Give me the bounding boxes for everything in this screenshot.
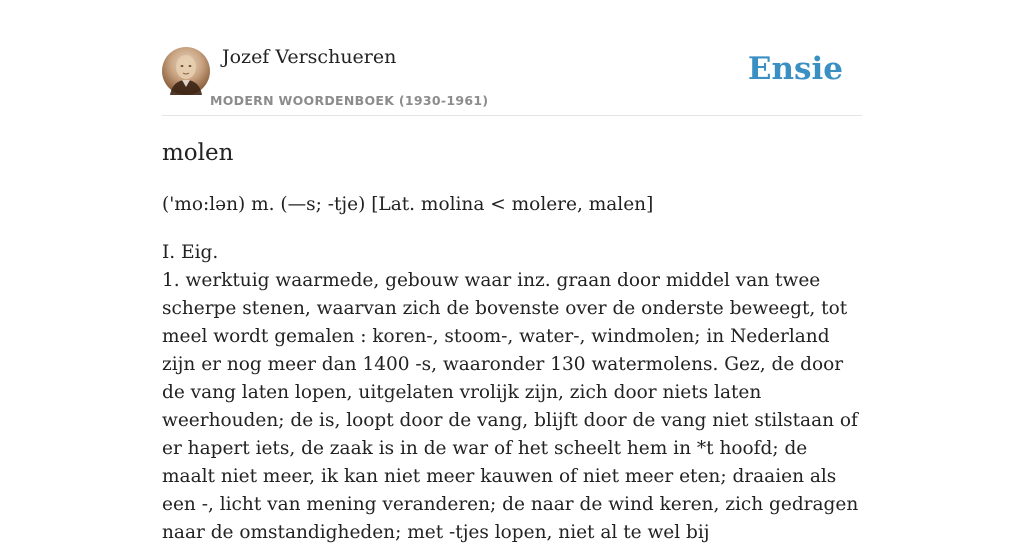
- author-avatar[interactable]: [162, 47, 210, 95]
- work-title[interactable]: MODERN WOORDENBOEK (1930-1961): [210, 93, 489, 108]
- entry-pronunciation: ('mo:lən) m. (—s; -tje) [Lat. molina < molere, malen]: [162, 194, 654, 215]
- entry-word: molen: [162, 140, 234, 166]
- author-name[interactable]: Jozef Verschueren: [222, 46, 397, 68]
- ensie-logo[interactable]: Ensie: [747, 51, 843, 87]
- portrait-icon: [162, 47, 210, 95]
- page: [162, 0, 862, 543]
- definition-text: 1. werktuig waarmede, gebouw waar inz. graan door middel van twee scherpe stenen, waarvan zich de bovenste over de onderste beweegt, tot meel wordt gemalen : koren-, stoom-, water-, windmolen; in Nederland zijn er nog meer dan 1400 -s, waaronder 130 watermolens. Gez, de door de vang laten lopen, uitgelaten vrolijk zijn, zich door niets laten weerhouden; de is, loopt door de vang, blijft door de vang niet stilstaan of er hapert iets, de zaak is in de war of het scheelt hem in *t hoofd; de maalt niet meer, ik kan niet meer kauwen of niet meer eten; draaien als een -, licht van mening veranderen; de naar de wind keren, zich gedragen naar de omstandigheden; met -tjes lopen, niet al te wel bij: [162, 270, 859, 543]
- definition-section: I. Eig.: [162, 242, 219, 263]
- entry-definition: [162, 239, 862, 547]
- header: [162, 0, 862, 116]
